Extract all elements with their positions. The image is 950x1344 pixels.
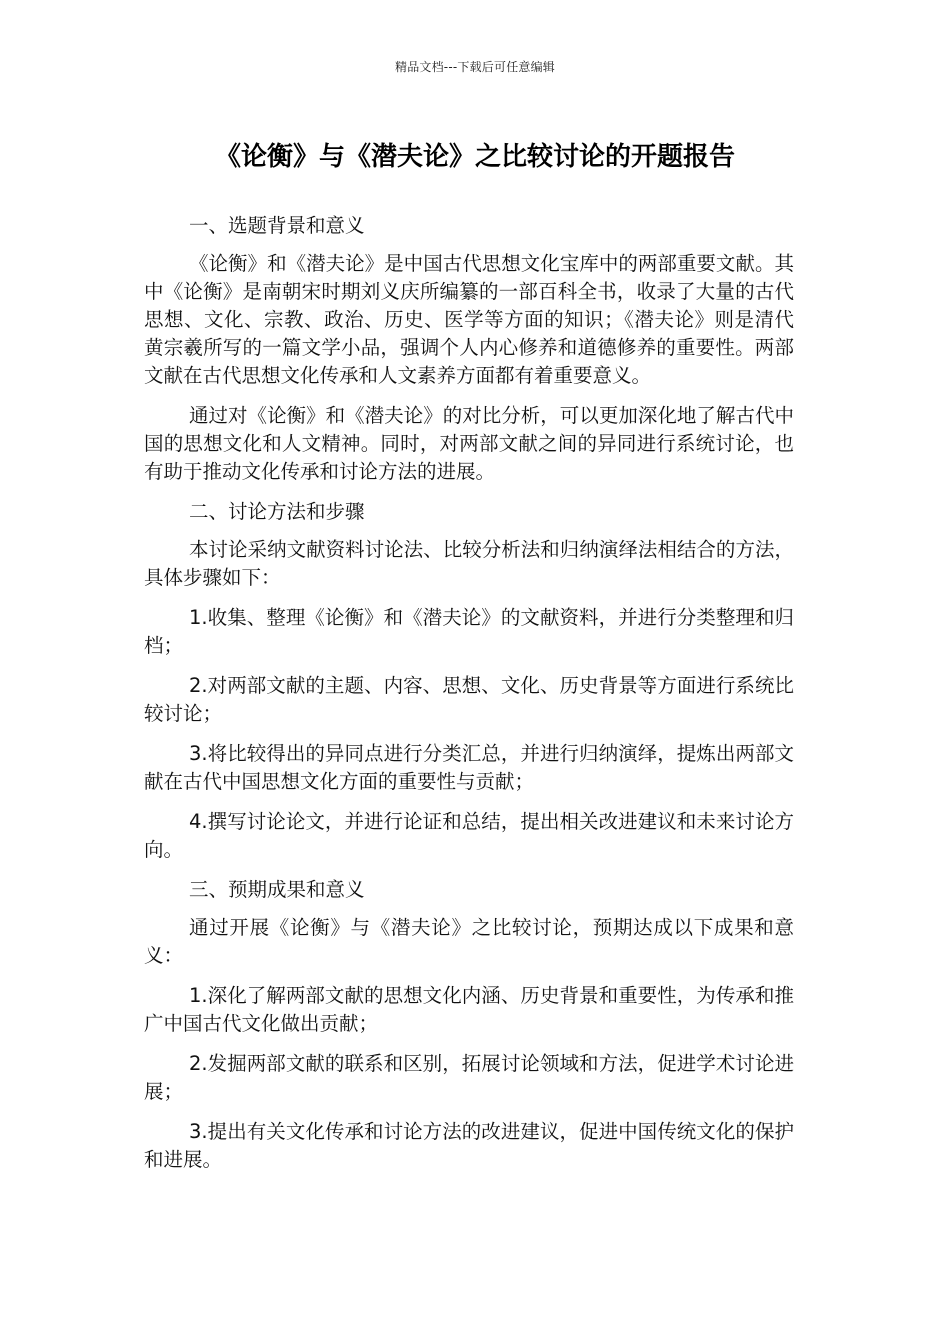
paragraph-background-1: 《论衡》和《潜夫论》是中国古代思想文化宝库中的两部重要文献。其中《论衡》是南朝宋时期刘义庆所编纂的一部百科全书，收录了大量的古代思想、文化、宗教、政治、历史、医学等方面的知识；《潜夫论》则是清代黄宗羲所写的一篇文学小品，强调个人内心修养和道德修养的重要性。两部文献在古代思想文化传承和人文素养方面都有着重要意义。 — [144, 252, 794, 387]
section-heading-outcomes: 三、预期成果和意义 — [189, 878, 365, 901]
paragraph-methods-intro: 本讨论采纳文献资料讨论法、比较分析法和归纳演绎法相结合的方法，具体步骤如下： — [144, 538, 794, 589]
list-item-step-1: 1.收集、整理《论衡》和《潜夫论》的文献资料，并进行分类整理和归档； — [144, 606, 794, 657]
header-note: 精品文档---下载后可任意编辑 — [395, 60, 555, 74]
document-body — [144, 212, 794, 1186]
section-heading-methods: 二、讨论方法和步骤 — [189, 500, 365, 523]
list-item-step-2: 2.对两部文献的主题、内容、思想、文化、历史背景等方面进行系统比较讨论； — [144, 674, 794, 725]
list-item-outcome-2: 2.发掘两部文献的联系和区别，拓展讨论领域和方法，促进学术讨论进展； — [144, 1052, 794, 1103]
section-heading-background: 一、选题背景和意义 — [189, 214, 365, 237]
paragraph-background-2: 通过对《论衡》和《潜夫论》的对比分析，可以更加深化地了解古代中国的思想文化和人文精神。同时，对两部文献之间的异同进行系统讨论，也有助于推动文化传承和讨论方法的进展。 — [144, 404, 794, 483]
list-item-step-4: 4.撰写讨论论文，并进行论证和总结，提出相关改进建议和未来讨论方向。 — [144, 810, 794, 861]
paragraph-outcomes-intro: 通过开展《论衡》与《潜夫论》之比较讨论，预期达成以下成果和意义： — [144, 916, 794, 967]
document-title: 《论衡》与《潜夫论》之比较讨论的开题报告 — [214, 142, 735, 172]
list-item-outcome-1: 1.深化了解两部文献的思想文化内涵、历史背景和重要性，为传承和推广中国古代文化做出贡献； — [144, 984, 794, 1035]
list-item-step-3: 3.将比较得出的异同点进行分类汇总，并进行归纳演绎，提炼出两部文献在古代中国思想文化方面的重要性与贡献； — [144, 742, 794, 793]
list-item-outcome-3: 3.提出有关文化传承和讨论方法的改进建议，促进中国传统文化的保护和进展。 — [144, 1120, 794, 1171]
